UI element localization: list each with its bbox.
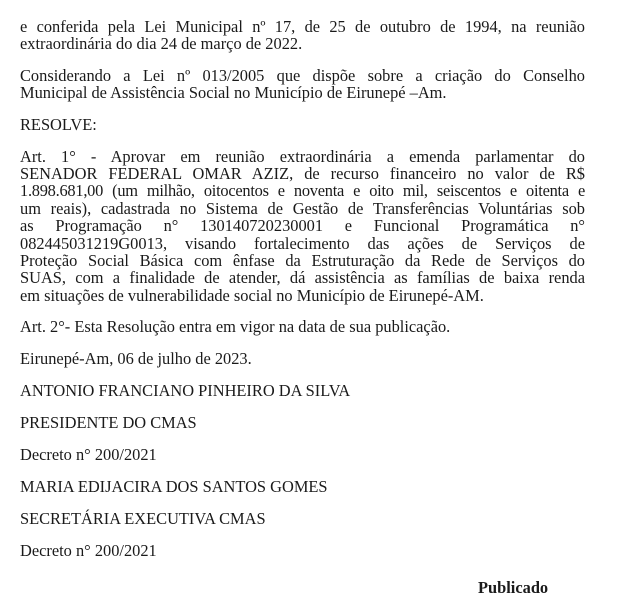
intro-paragraph (20, 18, 585, 53)
article-1-line: Proteção Social Básica com ênfase da Estruturação da Rede de Serviços do (20, 250, 585, 270)
considering-paragraph (20, 67, 585, 102)
article-1-line: em situações de vulnerabilidade social no Município de Eirunepé-AM. (20, 285, 484, 305)
article-1-paragraph (20, 148, 585, 305)
article-2: Art. 2°- Esta Resolução entra em vigor na data de sua publicação. (20, 317, 451, 337)
intro-line: extraordinária do dia 24 de março de 2022. (20, 34, 303, 54)
article-1-line: 1.898.681,00 (um milhão, oitocentos e noventa e oito mil, seiscentos e oitenta e (20, 181, 585, 201)
place-date: Eirunepé-Am, 06 de julho de 2023. (20, 349, 252, 369)
article-1-line: SUAS, com a finalidade de atender, dá assistência as famílias de baixa renda (20, 268, 585, 288)
resolve-heading: RESOLVE: (20, 114, 97, 134)
document-page (20, 18, 585, 573)
considering-line: Municipal de Assistência Social no Município de Eirunepé –Am. (20, 83, 447, 103)
signer-1-name: ANTONIO FRANCIANO PINHEIRO DA SILVA (20, 381, 351, 400)
intro-line: e conferida pela Lei Municipal nº 17, de 25 de outubro de 1994, na reunião (20, 17, 585, 36)
article-1-line: as Programação n° 130140720230001 e Funcional Programática n° (20, 216, 585, 236)
article-1-line: um reais), cadastrada no Sistema de Gestão de Transferências Voluntárias sob (20, 198, 585, 218)
signer-2-role: SECRETÁRIA EXECUTIVA CMAS (20, 508, 266, 528)
cut-off-text: Publicado (478, 578, 549, 597)
signer-1-role: PRESIDENTE DO CMAS (20, 412, 197, 432)
considering-line: Considerando a Lei nº 013/2005 que dispõe sobre a criação do Conselho (20, 65, 585, 85)
article-1-line: Art. 1° - Aprovar em reunião extraordinária a emenda parlamentar do (20, 146, 585, 166)
article-1-line: 082445031219G0013, visando fortalecimento das ações de Serviços de (20, 233, 585, 253)
signer-2-name: MARIA EDIJACIRA DOS SANTOS GOMES (20, 476, 328, 496)
signer-1-decree: Decreto n° 200/2021 (20, 444, 157, 464)
signer-2-decree: Decreto n° 200/2021 (20, 540, 157, 560)
article-1-line: SENADOR FEDERAL OMAR AZIZ, de recurso financeiro no valor de R$ (20, 163, 585, 183)
